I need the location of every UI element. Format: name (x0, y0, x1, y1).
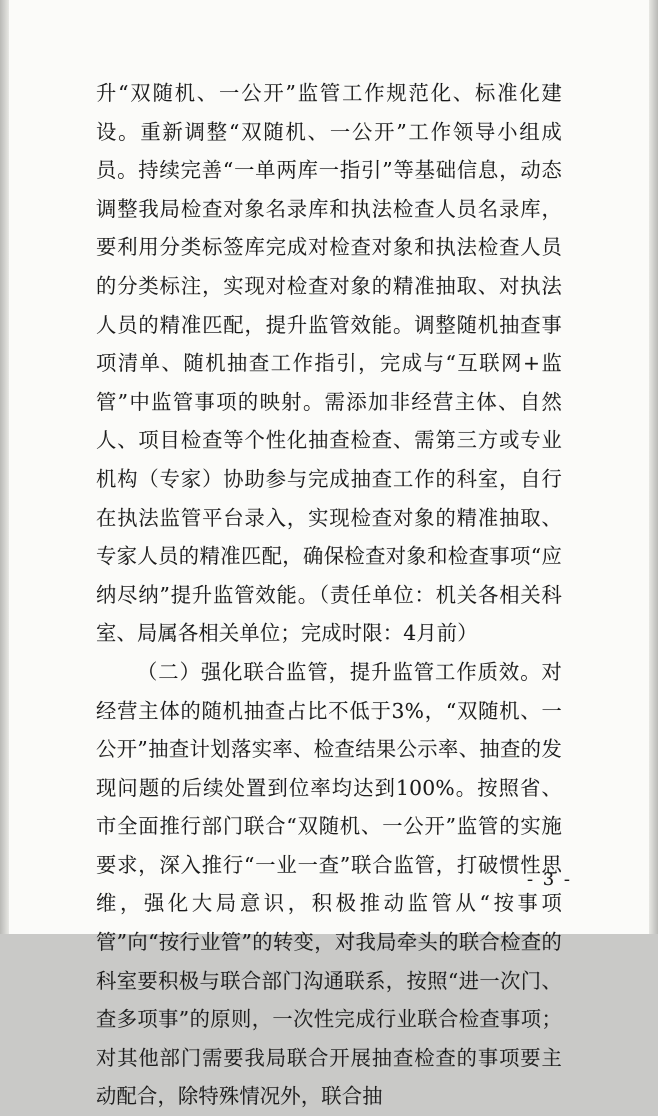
page-number: - 3 - (526, 869, 572, 890)
body-paragraph-2: （二）强化联合监管，提升监管工作质效。对经营主体的随机抽查占比不低于3%，“双随机、一公开”抽查计划落实率、检查结果公示率、抽查的发现问题的后续处置到位率均达到100%。按照省、市全面推行部门联合“双随机、一公开”监管的实施要求，深入推行“一业一查”联合监管，打破惯性思维，强化大局意识，积极推动监管从“按事项管”向“按行业管”的转变，对我局牵头的联合检查的科室要积极与联合部门沟通联系，按照“进一次门、查多项事”的原则，一次性完成行业联合检查事项；对其他部门需要我局联合开展抽查检查的事项要主动配合，除特殊情况外，联合抽 (96, 659, 562, 1109)
page-body (96, 74, 562, 1109)
body-paragraph-1: 升“双随机、一公开”监管工作规范化、标准化建设。重新调整“双随机、一公开”工作领导小组成员。持续完善“一单两库一指引”等基础信息，动态调整我局检查对象名录库和执法检查人员名录库，要利用分类标签库完成对检查对象和执法检查人员的分类标注，实现对检查对象的精准抽取、对执法人员的精准匹配，提升监管效能。调整随机抽查事项清单、随机抽查工作指引，完成与“互联网+监管”中监管事项的映射。需添加非经营主体、自然人、项目检查等个性化抽查检查、需第三方或专业机构（专家）协助参与完成抽查工作的科室，自行在执法监管平台录入，实现检查对象的精准抽取、专家人员的精准匹配，确保检查对象和检查事项“应纳尽纳”提升监管效能。（责任单位：机关各相关科室、局属各相关单位；完成时限：4月前） (96, 81, 562, 646)
page-right-edge-shadow (649, 0, 658, 934)
page-left-edge-shadow (0, 0, 9, 934)
